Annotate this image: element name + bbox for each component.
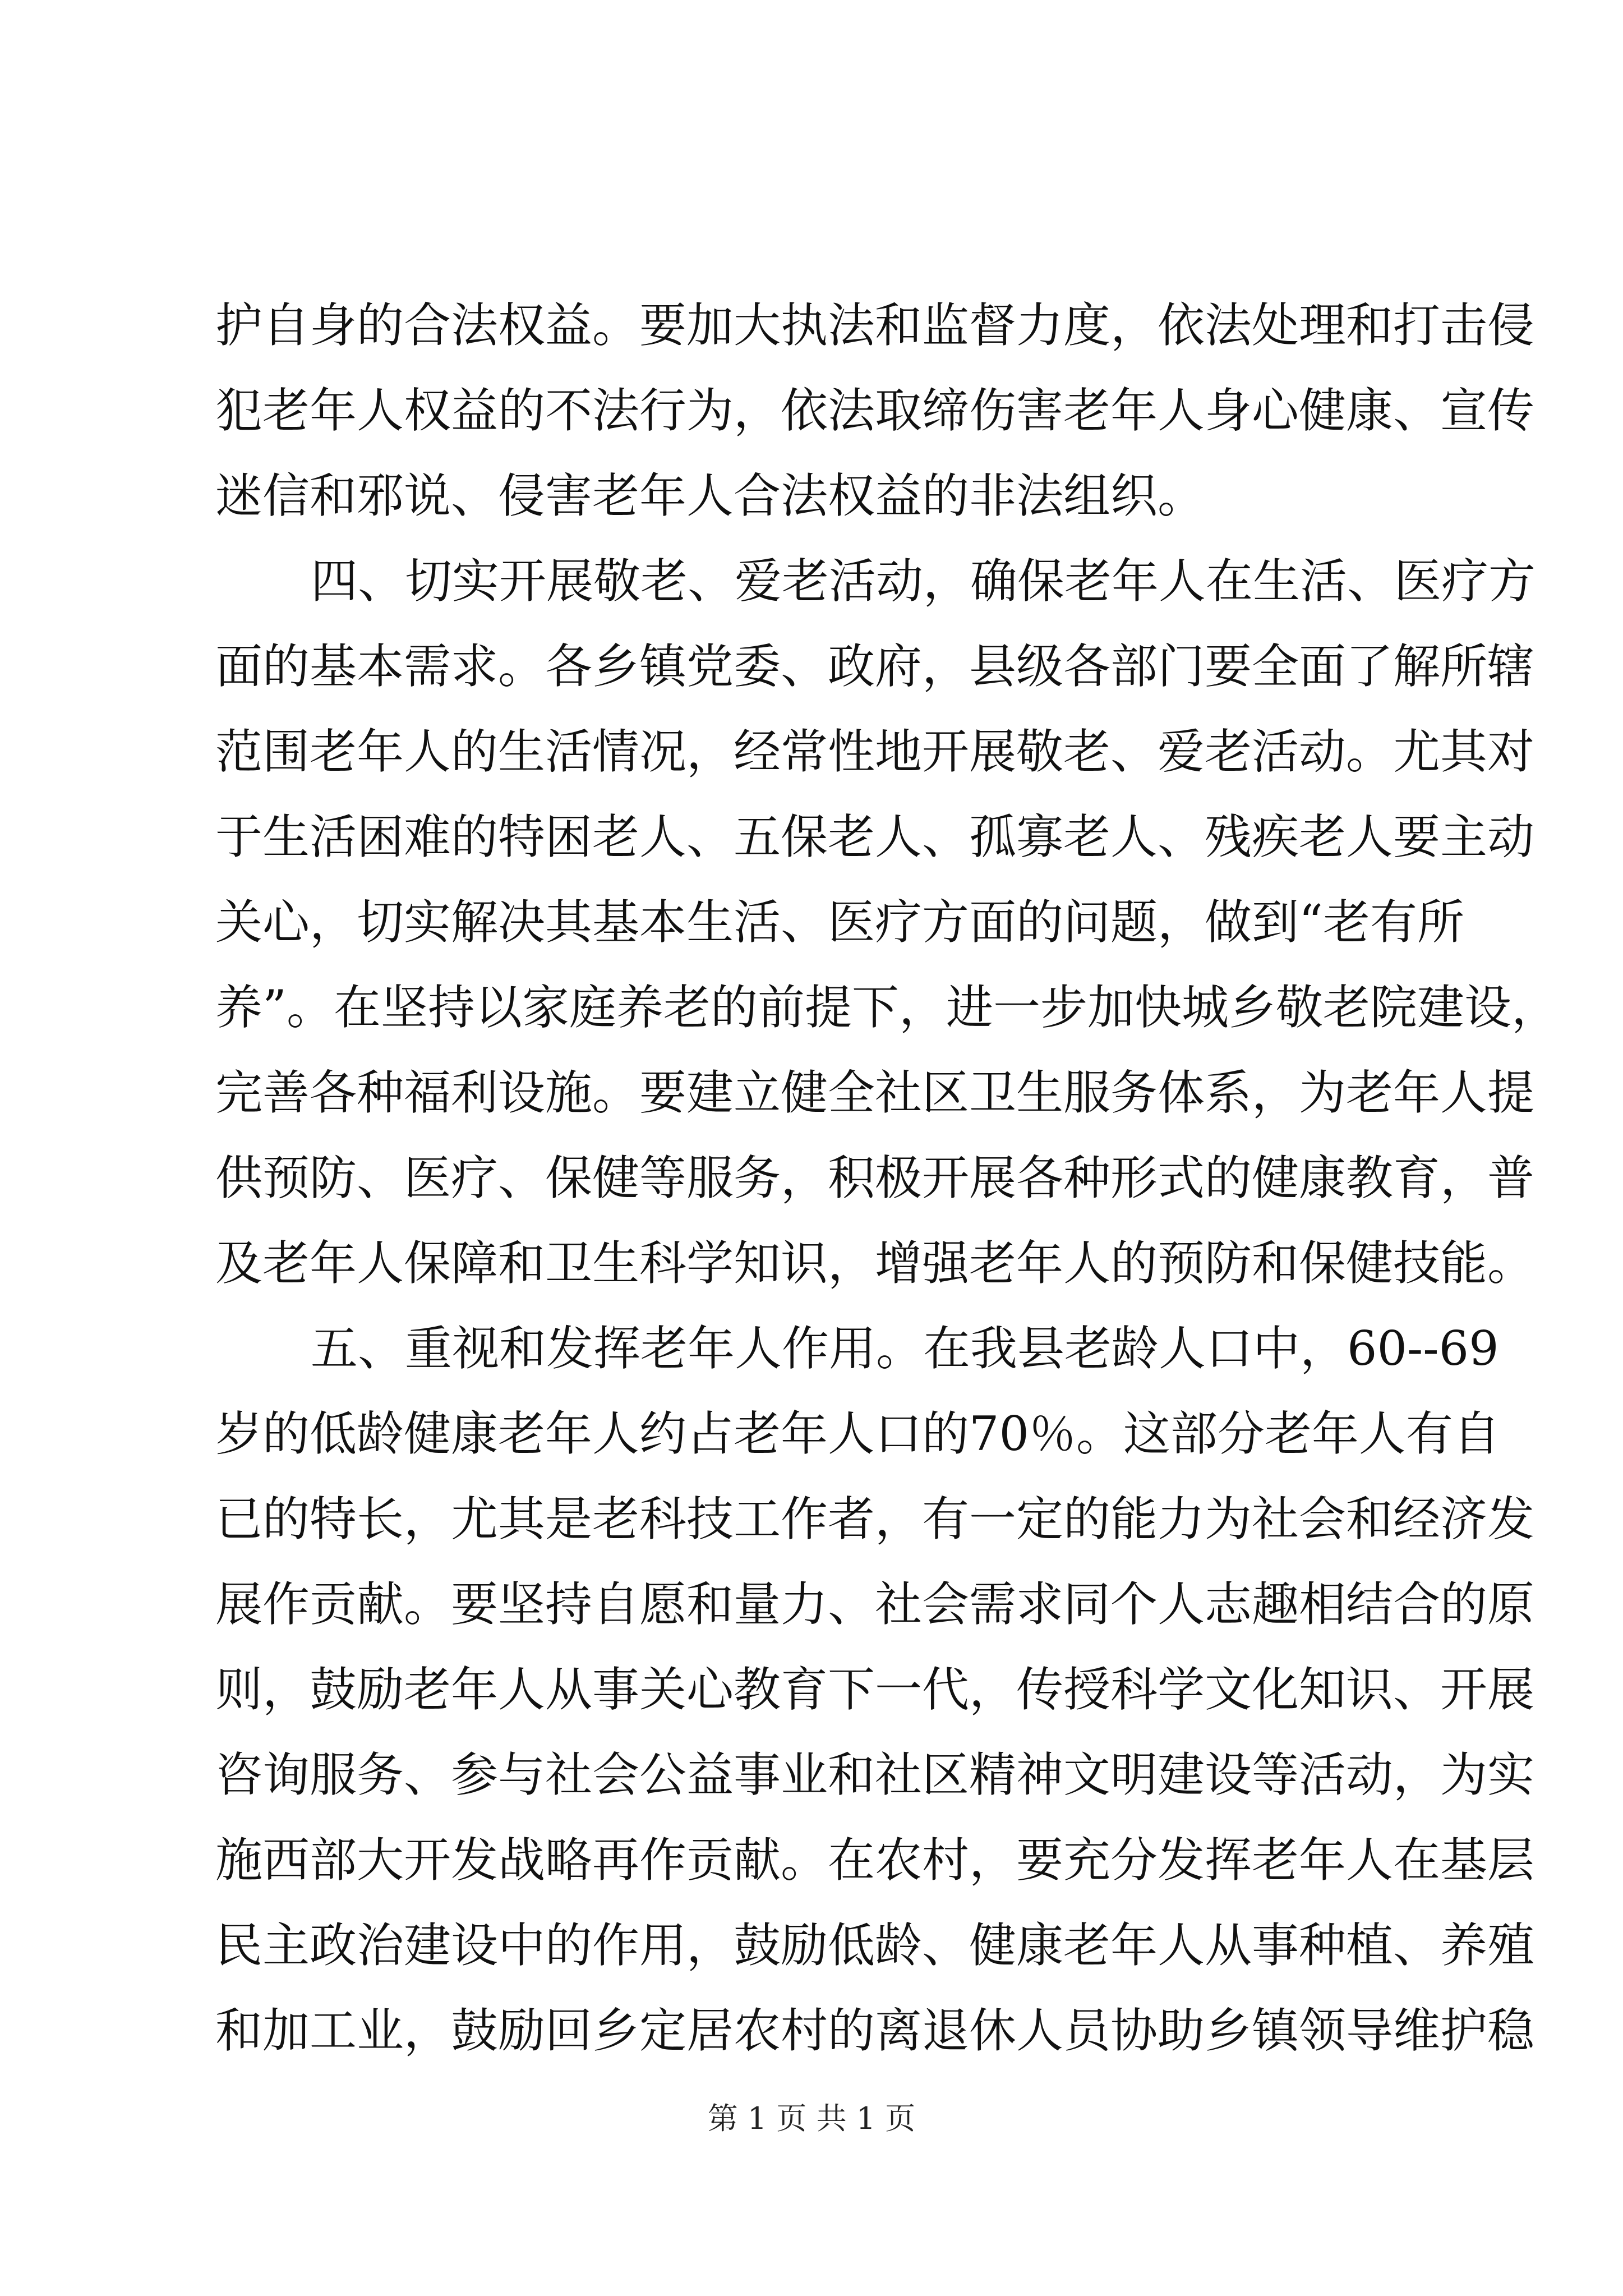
text-line: 则，鼓励老年人从事关心教育下一代，传授科学文化知识、开展: [215, 1662, 1535, 1717]
text-line: 完善各种福利设施。要建立健全社区卫生服务体系，为老年人提: [215, 1065, 1535, 1120]
text-line: 展作贡献。要坚持自愿和量力、社会需求同个人志趣相结合的原: [215, 1577, 1535, 1632]
paragraph-four-start: 四、切实开展敬老、爱老活动，确保老年人在生活、医疗方: [311, 554, 1536, 609]
text-line: 岁的低龄健康老年人约占老年人口的70％。这部分老年人有自: [215, 1406, 1500, 1461]
text-line: 供预防、医疗、保健等服务，积极开展各种形式的健康教育，普: [215, 1151, 1535, 1205]
text-line: 咨询服务、参与社会公益事业和社区精神文明建设等活动，为实: [215, 1747, 1535, 1802]
text-line: 和加工业，鼓励回乡定居农村的离退休人员协助乡镇领导维护稳: [215, 2003, 1535, 2058]
text-line: 养”。在坚持以家庭养老的前提下，进一步加快城乡敬老院建设，: [215, 980, 1559, 1035]
text-line: 面的基本需求。各乡镇党委、政府，县级各部门要全面了解所辖: [215, 639, 1535, 694]
page-footer: 第 1 页 共 1 页: [707, 2101, 916, 2136]
text-line: 犯老年人权益的不法行为，依法取缔伤害老年人身心健康、宣传: [215, 383, 1535, 438]
text-line: 于生活困难的特困老人、五保老人、孤寡老人、残疾老人要主动: [215, 809, 1535, 864]
text-line: 范围老年人的生活情况，经常性地开展敬老、爱老活动。尤其对: [215, 724, 1535, 779]
text-line: 民主政治建设中的作用，鼓励低龄、健康老年人从事种植、养殖: [215, 1918, 1535, 1973]
text-line: 及老年人保障和卫生科学知识，增强老年人的预防和保健技能。: [215, 1236, 1535, 1291]
text-line: 已的特长，尤其是老科技工作者，有一定的能力为社会和经济发: [215, 1492, 1535, 1547]
text-line: 迷信和邪说、侵害老年人合法权益的非法组织。: [215, 468, 1205, 523]
text-line: 关心，切实解决其基本生活、医疗方面的问题，做到“老有所: [215, 895, 1464, 950]
text-line: 施西部大开发战略再作贡献。在农村，要充分发挥老年人在基层: [215, 1833, 1535, 1888]
paragraph-five-start: 五、重视和发挥老年人作用。在我县老龄人口中，60--69: [311, 1321, 1499, 1376]
text-line: 护自身的合法权益。要加大执法和监督力度，依法处理和打击侵: [215, 298, 1535, 353]
